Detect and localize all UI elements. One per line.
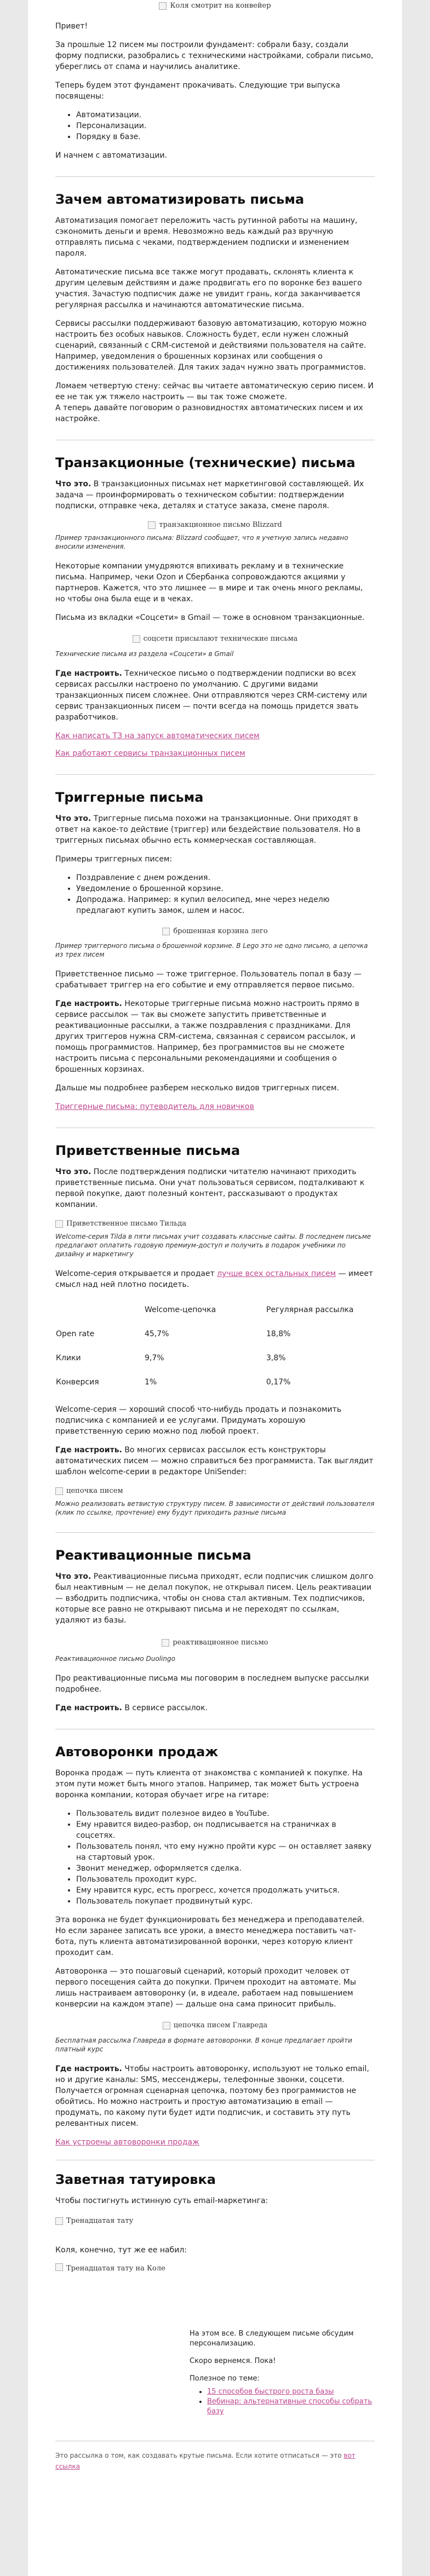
image-alt: транзакционное письмо Blizzard [159,521,282,529]
image-alt: реактивационное письмо [173,1638,268,1647]
useful-links-list [190,2387,375,2417]
list-item: • Звонит менеджер, оформляется сделка. [76,1863,375,1874]
paragraph: Скоро вернемся. Пока! [190,2357,276,2365]
hero-image-alt: Коля смотрит на конвейер [170,2,271,10]
divider [55,774,375,775]
intro-paragraph: Теперь будем этот фундамент прокачивать. Следующие три выпуска посвящены: [55,81,341,101]
paragraph: Письма из вкладки «Соцсети» в Gmail — тоже в основном транзакционные. [55,613,365,622]
paragraph [55,1166,375,1210]
trigger-examples-list [55,872,375,916]
tattoo-image [55,2214,375,2228]
image-alt: цепочка писем [66,1487,123,1495]
section-title-transactional: Транзакционные (технические) письма [55,455,356,470]
paragraph: Автоматизация помогает переложить часть рутинной работы на машину, сэкономить деньги и время. Невозможно ведь каждый раз вручную отправлять письма с чеками, подтверждением подписки и изменением пароля. [55,216,358,258]
image-alt: брошенная корзина лего [173,927,268,935]
footer-text: Это рассылка о том, как создавать крутые письма. Если хотите отписаться — это [55,2452,344,2459]
section-title-funnels: Автоворонки продаж [55,1744,219,1760]
paragraph: Чтобы постигнуть истинную суть email-маркетинга: [55,2196,268,2205]
paragraph-text: Чтобы настроить автоворонку, используют не только email, но и другие каналы: SMS, мессенджеры, телефонные звонки, соцсети. Получается огромная сценарная цепочка, поэтому без программистов не обойтись. Но можно настроить и простую автоматизацию в email — продумать, по какому пути будет идти подписчик, и составить эту путь релевантных писем. [55,2065,369,2128]
image-caption: Можно реализовать ветвистую структуру писем. В зависимости от действий пользователя (клик по ссылке, прочтение) ему будут приходить разные письма [55,1500,375,1516]
intro-paragraph: За прошлые 12 писем мы построили фундамент: собрали базу, создали форму подписки, разобрались с техническими настройками, собрали письмо, убереглись от спама и научились аналитике. [55,41,374,71]
label-what: Что это. [55,814,91,823]
funnel-steps-list [55,1808,375,1907]
intro-paragraph: И начнем с автоматизации. [55,151,167,160]
image-alt: Тренадцатая тату [66,2217,134,2225]
paragraph: Сервисы рассылки поддерживают базовую автоматизацию, которую можно настроить без особых навыков. Сложность будет, если нужен сложный сценарий, связанный с CRM-системой и действиями пользователя на сайте. Например, уведомления о брошенных корзинах или сообщения о достижениях пользователей. Для таких задач нужно звать программистов. [55,319,367,372]
closing-column [190,2263,375,2424]
paragraph: Примеры триггерных писем: [55,855,173,864]
label-where: Где настроить. [55,1446,122,1454]
table-cell: 9,7% [145,1354,164,1362]
paragraph [55,998,375,1075]
paragraph-text: Во многих сервисах рассылок есть конструкторы автоматических писем — можно справиться без программиста. Так выглядит шаблон welcome-серии в редакторе UniSender: [55,1446,374,1476]
paragraph: А теперь давайте поговорим о разновидностях автоматических писем и их настройке. [55,404,363,423]
footer [55,2441,375,2472]
duolingo-image [55,1634,375,1652]
image-icon [162,1639,169,1647]
link-grow-base[interactable]: 15 способов быстрого роста базы [207,2388,334,2396]
image-icon [55,1220,63,1228]
link-trigger-guide[interactable]: Триггерные письма: путеводитель для новичков [55,1102,254,1111]
paragraph: Полезное по теме: [190,2374,260,2383]
paragraph [55,1268,375,1290]
unsubscribe-link[interactable]: вот ссылка [55,2452,356,2470]
list-item: • Пользователь проходит курс. [76,1874,375,1885]
link-funnels[interactable]: Как устроены автоворонки продаж [55,2138,199,2147]
table-cell: 18,8% [266,1330,291,1338]
paragraph: Welcome-серия — хороший способ что-нибудь продать и познакомить подписчика с компанией и ее услугами. Придумать хорошую приветственную серию можно под любой проект. [55,1405,342,1436]
table-cell: Конверсия [56,1378,99,1387]
paragraph: Ломаем четвертую стену: сейчас вы читаете автоматическую серию писем. И ее не так уж тяжело настроить — вы так тоже сможете. [55,382,374,401]
label-where: Где настроить. [55,999,122,1008]
paragraph [55,1571,375,1626]
table-header-cell: Welcome-цепочка [145,1306,216,1314]
list-item: • Автоматизации. [76,110,375,120]
section-title-tattoo: Заветная татуировка [55,2172,216,2187]
list-item [207,2397,375,2417]
image-alt: Приветственное письмо Тильда [66,1220,187,1228]
table-cell: 45,7% [145,1330,169,1338]
kolya-tattoo-image [55,2263,190,2345]
image-icon [148,521,156,529]
paragraph: Автоворонка — это пошаговый сценарий, который проходит человек от первого посещения сайта до покупки. Причем проходит на автомате. Мы лишь настраиваем автоворонку (и, в идеале, работаем над повышением конверсии на каждом этапе) — дальше она сама приносит прибыль. [55,1967,357,2009]
table-cell: Клики [56,1354,81,1362]
label-what: Что это. [55,480,91,488]
divider [55,176,375,177]
link-best-emails[interactable]: лучше всех остальных писем [217,1269,336,1278]
paragraph: Некоторые компании умудряются впихивать рекламу и в технические письма. Например, чеки Ozon и Сбербанка сопровождаются акциями у партнеров. Кажется, что это лишнее — в мире и так очень много рекламы, но чтобы она была еще и в чеках. [55,562,363,603]
greeting: Привет! [55,22,88,31]
table-cell: 0,17% [266,1378,291,1387]
list-item: • Пользователь покупает продвинутый курс. [76,1896,375,1907]
image-icon [159,2,167,10]
list-item: • Уведомление о брошенной корзине. [76,883,375,894]
list-item: • Допродажа. Например: я купил велосипед, мне через неделю предлагают купить замок, шлем и насос. [76,894,375,916]
image-icon [162,928,170,935]
image-caption: Бесплатная рассылка Главреда в формате автоворонки. В конце предлагает пройти платный курс [55,2037,352,2053]
image-icon [133,635,140,643]
paragraph: Автоматические письма все также могут продавать, склонять клиента к другим целевым действиям и даже продвигать его по воронке без вашего участия. Зачастую подписчик даже не увидит грань, когда заканчивается регулярная рассылка и начинаются автоматические письма. [55,268,362,309]
table-row [55,1370,375,1394]
label-where: Где настроить. [55,1704,122,1712]
section-title-reactivation: Реактивационные письма [55,1548,251,1563]
paragraph [55,668,375,723]
paragraph-text: После подтверждения подписки читателю начинают приходить приветственные письма. Они учат пользоваться сервисом, подталкивают к первой покупке, дают полезный контент, рассказывают о продуктах компании. [55,1168,365,1209]
paragraph-text: Некоторые триггерные письма можно настроить прямо в сервисе рассылок — так вы сможете запустить приветственные и реактивационные рассылки, а также поздравления с праздниками. Для других триггеров нужна CRM-система, связанная с сервисом рассылок, и помощь программистов. Например, без программистов вы не сможете настроить письма с персональными рекомендациями и сообщения о брошенных корзинах. [55,999,359,1074]
lego-cart-image [55,924,375,939]
paragraph-text: В транзакционных письмах нет маркетинговой составляющей. Их задача — проинформировать о техническом событии: подтверждении подписки, отправке чека, деталях и статусе заказа, смене пароля. [55,480,364,510]
email-page [28,0,402,2576]
section-title-trigger: Триггерные письма [55,790,204,805]
link-tz-automation[interactable]: Как написать ТЗ на запуск автоматических писем [55,732,260,740]
paragraph: Коля, конечно, тут же ее набил: [55,2246,187,2255]
image-icon [55,2217,63,2225]
image-caption: Пример транзакционного письма: Blizzard сообщает, что я учетную запись недавно вносили изменения. [55,534,348,550]
paragraph-text: Реактивационные письма приходят, если подписчик слишком долго был неактивным — не делал покупок, не открывал писем. Цель реактивации — взбодрить подписчика, чтобы он снова стал активным. Тех подписчиков, которые все равно не открывают письма и не переходят по ссылкам, удаляют из базы. [55,1572,374,1625]
image-caption: Технические письма из раздела «Соцсети» в Gmail [55,650,234,658]
list-item: • Пользователь видит полезное видео в YouTube. [76,1808,375,1819]
paragraph-text: Welcome-серия открывается и продает [55,1269,217,1278]
table-cell: 1% [145,1378,157,1387]
paragraph [55,1703,375,1714]
list-item: • Порядку в базе. [76,131,375,142]
section-title-welcome: Приветственные письма [55,1143,240,1158]
image-caption: Реактивационное письмо Duolingo [55,1655,175,1663]
image-alt: Тренадцатая тату на Коле [66,2264,165,2273]
link-transactional-services[interactable]: Как работают сервисы транзакционных писем [55,749,245,758]
paragraph: Про реактивационные письма мы поговорим в последнем выпуске рассылки подробнее. [55,1674,369,1694]
image-caption: Пример триггерного письма о брошенной корзине. В Lego это не одно письмо, а цепочка из трех писем [55,942,368,958]
tilda-welcome-image [55,1218,375,1230]
divider [55,1532,375,1533]
list-item: • Ему нравится видео-разбор, он подписывается на страничках в соцсетях. [76,1819,375,1841]
paragraph-text: В сервисе рассылок. [122,1704,208,1712]
paragraph: Воронка продаж — путь клиента от знакомства с компанией к покупке. На этом пути может быть много этапов. Например, так может быть устроена воронка компании, которая обучает игре на гитаре: [55,1769,363,1799]
image-icon [55,1487,63,1495]
table-row [55,1322,375,1346]
paragraph [55,813,375,846]
paragraph: Эта воронка не будет функционировать без менеджера и преподавателей. Но если заранее записать все уроки, а вместо менеджера поставить чат-бота, путь клиента автоматизированной воронки, через которую клиент проходит сам. [55,1916,365,1957]
glavred-chain-image [55,2017,375,2034]
tattoo-footer-row [55,2263,375,2424]
table-header-row [55,1298,375,1322]
label-where: Где настроить. [55,2065,122,2073]
list-item: • Поздравление с днем рождения. [76,872,375,883]
topics-list [55,110,375,142]
list-item: • Персонализации. [76,120,375,131]
label-what: Что это. [55,1572,91,1581]
link-webinar[interactable]: Вебинар: альтернативные способы собрать базу [207,2397,372,2416]
image-alt: соцсети присылают технические письма [143,635,298,643]
table-header-cell [55,1298,144,1322]
paragraph [55,2063,375,2129]
unisender-chain-image [55,1485,375,1497]
table-header-cell: Регулярная рассылка [266,1306,354,1314]
paragraph [55,1445,375,1477]
table-row [55,1346,375,1370]
image-alt: цепочка писем Главреда [173,2021,268,2029]
section-title-why: Зачем автоматизировать письма [55,192,305,207]
image-caption: Welcome-серия Tilda в пяти письмах учит создавать классные сайты. В последнем письме предлагают оплатить годовую премиум-доступ и получить в подарок учебники по дизайну и маркетингу [55,1233,371,1258]
social-emails-image [55,631,375,647]
table-cell: 3,8% [266,1354,286,1362]
blizzard-email-image [55,519,375,531]
list-item [207,2387,375,2397]
paragraph-text: Техническое письмо о подтверждении подписки во всех сервисах рассылки настроено по умолчанию. С другими видами транзакционных писем сложнее. Они отправляются через CRM-систему или сервис транзакционных писем — почти всегда на помощь придется звать разработчиков. [55,669,368,722]
list-item: • Пользователь понял, что ему нужно пройти курс — он оставляет заявку на стартовый урок. [76,1841,375,1863]
table-cell: Open rate [56,1330,95,1338]
paragraph-text: Триггерные письма похожи на транзакционные. Они приходят в ответ на какое-то действие (триггер) или бездействие пользователя. Но в триггерных письмах обычно есть коммерческая составляющая. [55,814,361,845]
label-what: Что это. [55,1168,91,1176]
label-where: Где настроить. [55,669,122,678]
list-item: • Ему нравится курс, есть прогресс, хочется продолжать учиться. [76,1885,375,1896]
paragraph: На этом все. В следующем письме обсудим персонализацию. [190,2330,354,2348]
paragraph-text: — имеет смысл над ней плотно посидеть. [55,1269,374,1289]
hero-image [55,0,375,12]
image-icon [163,2022,170,2029]
paragraph: Дальше мы подробнее разберем несколько видов триггерных писем. [55,1084,339,1092]
paragraph [55,479,375,511]
paragraph: Приветственное письмо — тоже триггерное. Пользователь попал в базу — срабатывает триггер на его событие и ему отправляется первое письмо. [55,970,362,990]
welcome-stats-table [55,1298,375,1394]
image-icon [55,2263,63,2271]
